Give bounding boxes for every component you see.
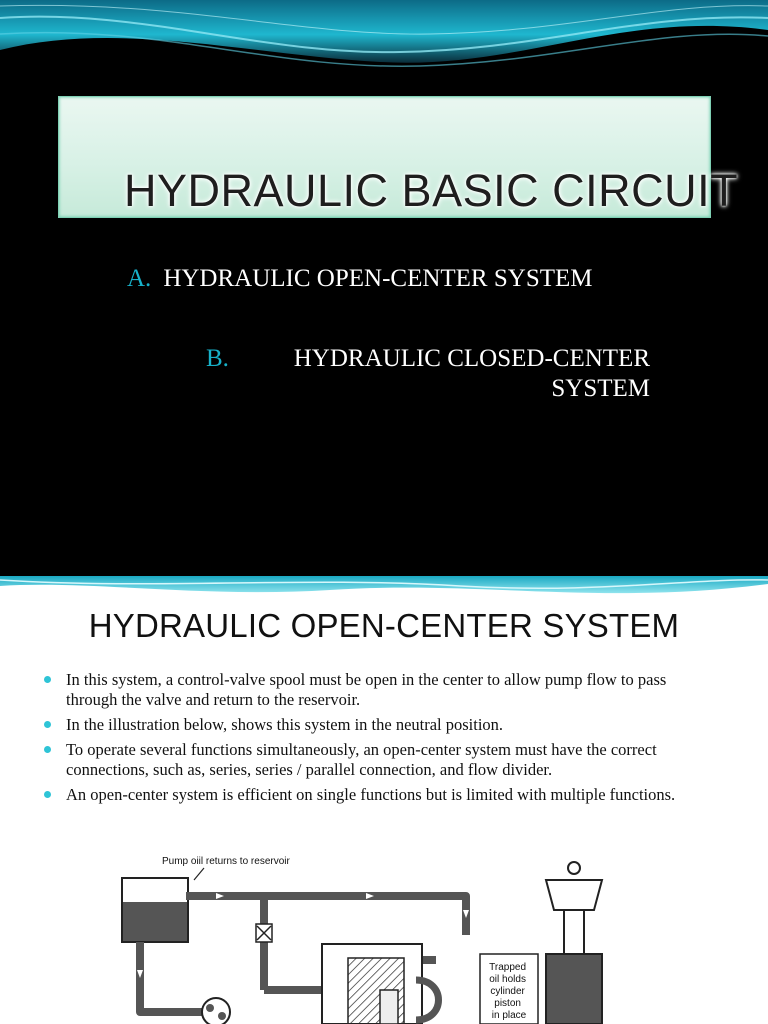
control-valve xyxy=(322,944,439,1024)
slide-2 xyxy=(0,576,768,1024)
list-item xyxy=(44,785,704,805)
reservoir-tank xyxy=(122,878,188,942)
list-item-b xyxy=(206,344,650,404)
list-item-b-text-line2: SYSTEM xyxy=(551,375,650,402)
trapped-oil-label: Trapped oil holds cylinder piston in place xyxy=(489,962,527,1021)
list-item-a-text: HYDRAULIC OPEN-CENTER SYSTEM xyxy=(163,265,593,292)
list-marker-a: A. xyxy=(127,265,152,292)
list-item xyxy=(44,670,704,710)
slide-2-title: HYDRAULIC OPEN-CENTER SYSTEM xyxy=(88,607,680,644)
return-label: Pump oiil returns to reservoir xyxy=(162,856,290,867)
list-marker-b: B. xyxy=(206,345,229,372)
bullet-text: An open-center system is efficient on single functions but is limited with multiple functions. xyxy=(66,785,676,804)
bullet-icon xyxy=(44,721,51,728)
bullet-list xyxy=(44,670,704,810)
pump xyxy=(202,998,230,1024)
open-center-circuit-diagram xyxy=(116,850,636,1024)
bullet-icon xyxy=(44,791,51,798)
bullet-text: In this system, a control-valve spool must be open in the center to allow pump flow to pass through the valve and return to the reservoir. xyxy=(66,670,667,709)
list-item xyxy=(44,740,704,780)
bullet-text: In the illustration below, shows this system in the neutral position. xyxy=(66,715,504,734)
slide-1-title: HYDRAULIC BASIC CIRCUIT xyxy=(124,165,739,216)
teal-wave-decoration xyxy=(0,0,768,90)
check-valve xyxy=(256,924,272,942)
list-item-b-text-line1: HYDRAULIC CLOSED-CENTER xyxy=(293,345,650,372)
list-item-a xyxy=(127,264,687,294)
label-leader xyxy=(194,868,204,880)
bullet-icon xyxy=(44,676,51,683)
list-item xyxy=(44,715,704,735)
bullet-text: To operate several functions simultaneously, an open-center system must have the correct connections, such as, series, series / parallel connection, and flow divider. xyxy=(66,740,657,779)
bullet-icon xyxy=(44,746,51,753)
